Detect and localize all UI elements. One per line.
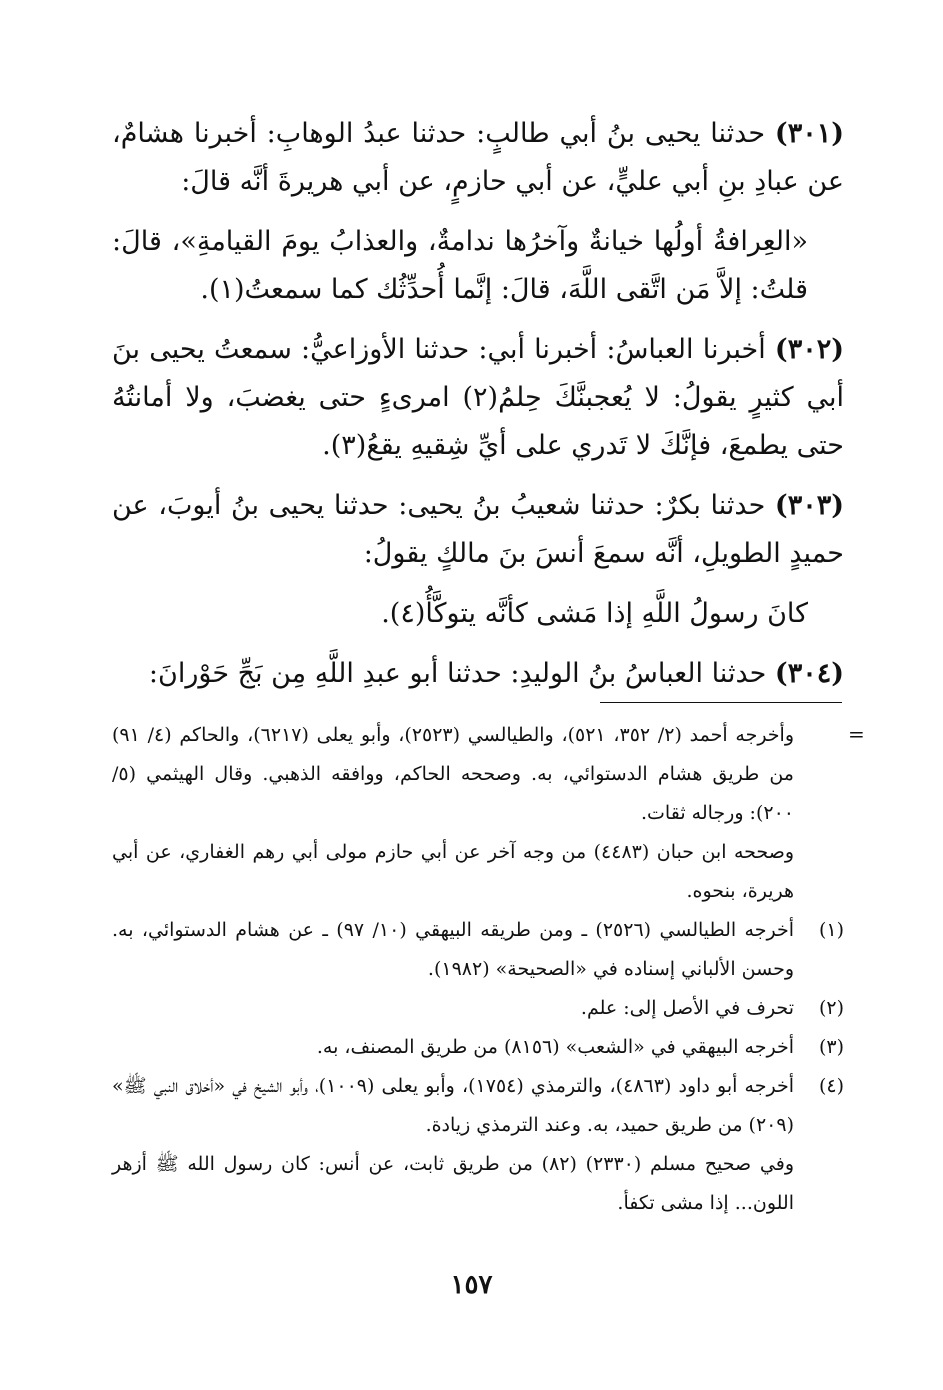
footnote-marker: (٢) xyxy=(818,997,844,1019)
hadith-number: (٣٠١) xyxy=(774,118,844,149)
paragraph-text: حدثنا يحيى بنُ أبي طالبٍ: حدثنا عبدُ الوهابِ: أخبرنا هشامٌ، عن عبادِ بنِ أبي عليٍّ، عن أبي حازمٍ، عن أبي هريرةَ أنَّه قالَ: xyxy=(112,118,844,197)
footnote-line: تحرف في الأصل إلى: علم. xyxy=(580,997,794,1019)
footnote-line: وصححه ابن حبان (٤٤٨٣) من وجه آخر عن أبي حازم مولى أبي رهم الغفاري، عن أبي هريرة، بنحوه. xyxy=(112,841,794,902)
hadith-number: (٣٠٤) xyxy=(774,658,844,689)
footnote-marker: (٤) xyxy=(818,1075,844,1097)
footnote-continued xyxy=(112,716,844,911)
footnote-line: أخرجه البيهقي في «الشعب» (٨١٥٦) من طريق المصنف، به. xyxy=(316,1036,794,1058)
paragraph-text: «العِرافةُ أولُها خيانةٌ وآخرُها ندامةٌ، والعذابُ يومَ القيامةِ»، قالَ: قلتُ: إلاَّ مَن اتَّقى اللَّهَ، قالَ: إنَّما أُحدِّثُك كما سمعتُ(١). xyxy=(112,226,808,305)
footnote-line: وفي صحيح مسلم (٢٣٣٠) (٨٢) من طريق ثابت، عن أنس: كان رسول الله ﷺ أزهر اللون... إذا مشى تكفأ. xyxy=(112,1153,794,1214)
footnote-4 xyxy=(112,1067,844,1223)
main-text xyxy=(112,110,844,710)
paragraph-303-matn xyxy=(112,590,844,638)
footnote-2 xyxy=(112,989,844,1028)
footnote-marker: (١) xyxy=(818,919,844,941)
hadith-number: (٣٠٢) xyxy=(774,334,844,365)
footnote-line: أخرجه أبو داود (٤٨٦٣)، والترمذي (١٧٥٤)، وأبو يعلى (١٠٠٩)، وأبو الشيخ في «أخلاق النبي ﷺ» (٢٠٩) من طريق حميد، به. وعند الترمذي زيادة. xyxy=(112,1075,794,1136)
footnote-marker: (٣) xyxy=(818,1036,844,1058)
paragraph-304 xyxy=(112,650,844,698)
footnote-3 xyxy=(112,1028,844,1067)
footnote-1 xyxy=(112,911,844,989)
paragraph-text: حدثنا بكرٌ: حدثنا شعيبُ بنُ يحيى: حدثنا يحيى بنُ أيوبَ، عن حميدٍ الطويلِ، أنَّه سمعَ أنسَ بنَ مالكٍ يقولُ: xyxy=(112,490,844,569)
hadith-number: (٣٠٣) xyxy=(774,490,844,521)
footnote-line: أخرجه الطيالسي (٢٥٢٦) ـ ومن طريقه البيهقي (١٠/ ٩٧) ـ عن هشام الدستوائي، به. وحسن الألباني إسناده في «الصحيحة» (١٩٨٢). xyxy=(112,919,794,980)
paragraph-301-matn xyxy=(112,218,844,314)
footnotes xyxy=(112,716,844,1223)
paragraph-text: أخبرنا العباسُ: أخبرنا أبي: حدثنا الأوزاعيُّ: سمعتُ يحيى بنَ أبي كثيرٍ يقولُ: لا يُعجبنَّكَ حِلمُ(٢) امرىءٍ حتى يغضبَ، ولا أمانتُهُ حتى يطمعَ، فإنَّكَ لا تَدري على أيِّ شِقيهِ يقعُ(٣). xyxy=(112,334,844,461)
paragraph-302 xyxy=(112,326,844,470)
page-number: ١٥٧ xyxy=(450,1270,493,1300)
continuation-marker: = xyxy=(848,722,865,746)
paragraph-301 xyxy=(112,110,844,206)
paragraph-text: كانَ رسولُ اللَّهِ إذا مَشى كأنَّه يتوكَّأُ(٤). xyxy=(381,598,808,629)
footnote-separator xyxy=(600,702,842,703)
paragraph-text: حدثنا العباسُ بنُ الوليدِ: حدثنا أبو عبدِ اللَّهِ مِن بَجِّ حَوْرانَ: xyxy=(148,658,767,689)
paragraph-303 xyxy=(112,482,844,578)
footnote-line: وأخرجه أحمد (٢/ ٣٥٢، ٥٢١)، والطيالسي (٢٥٢٣)، وأبو يعلى (٦٢١٧)، والحاكم (٤/ ٩١) من طريق هشام الدستوائي، به. وصححه الحاكم، ووافقه الذهبي. وقال الهيثمي (٥/ ٢٠٠): ورجاله ثقات. xyxy=(112,724,795,824)
